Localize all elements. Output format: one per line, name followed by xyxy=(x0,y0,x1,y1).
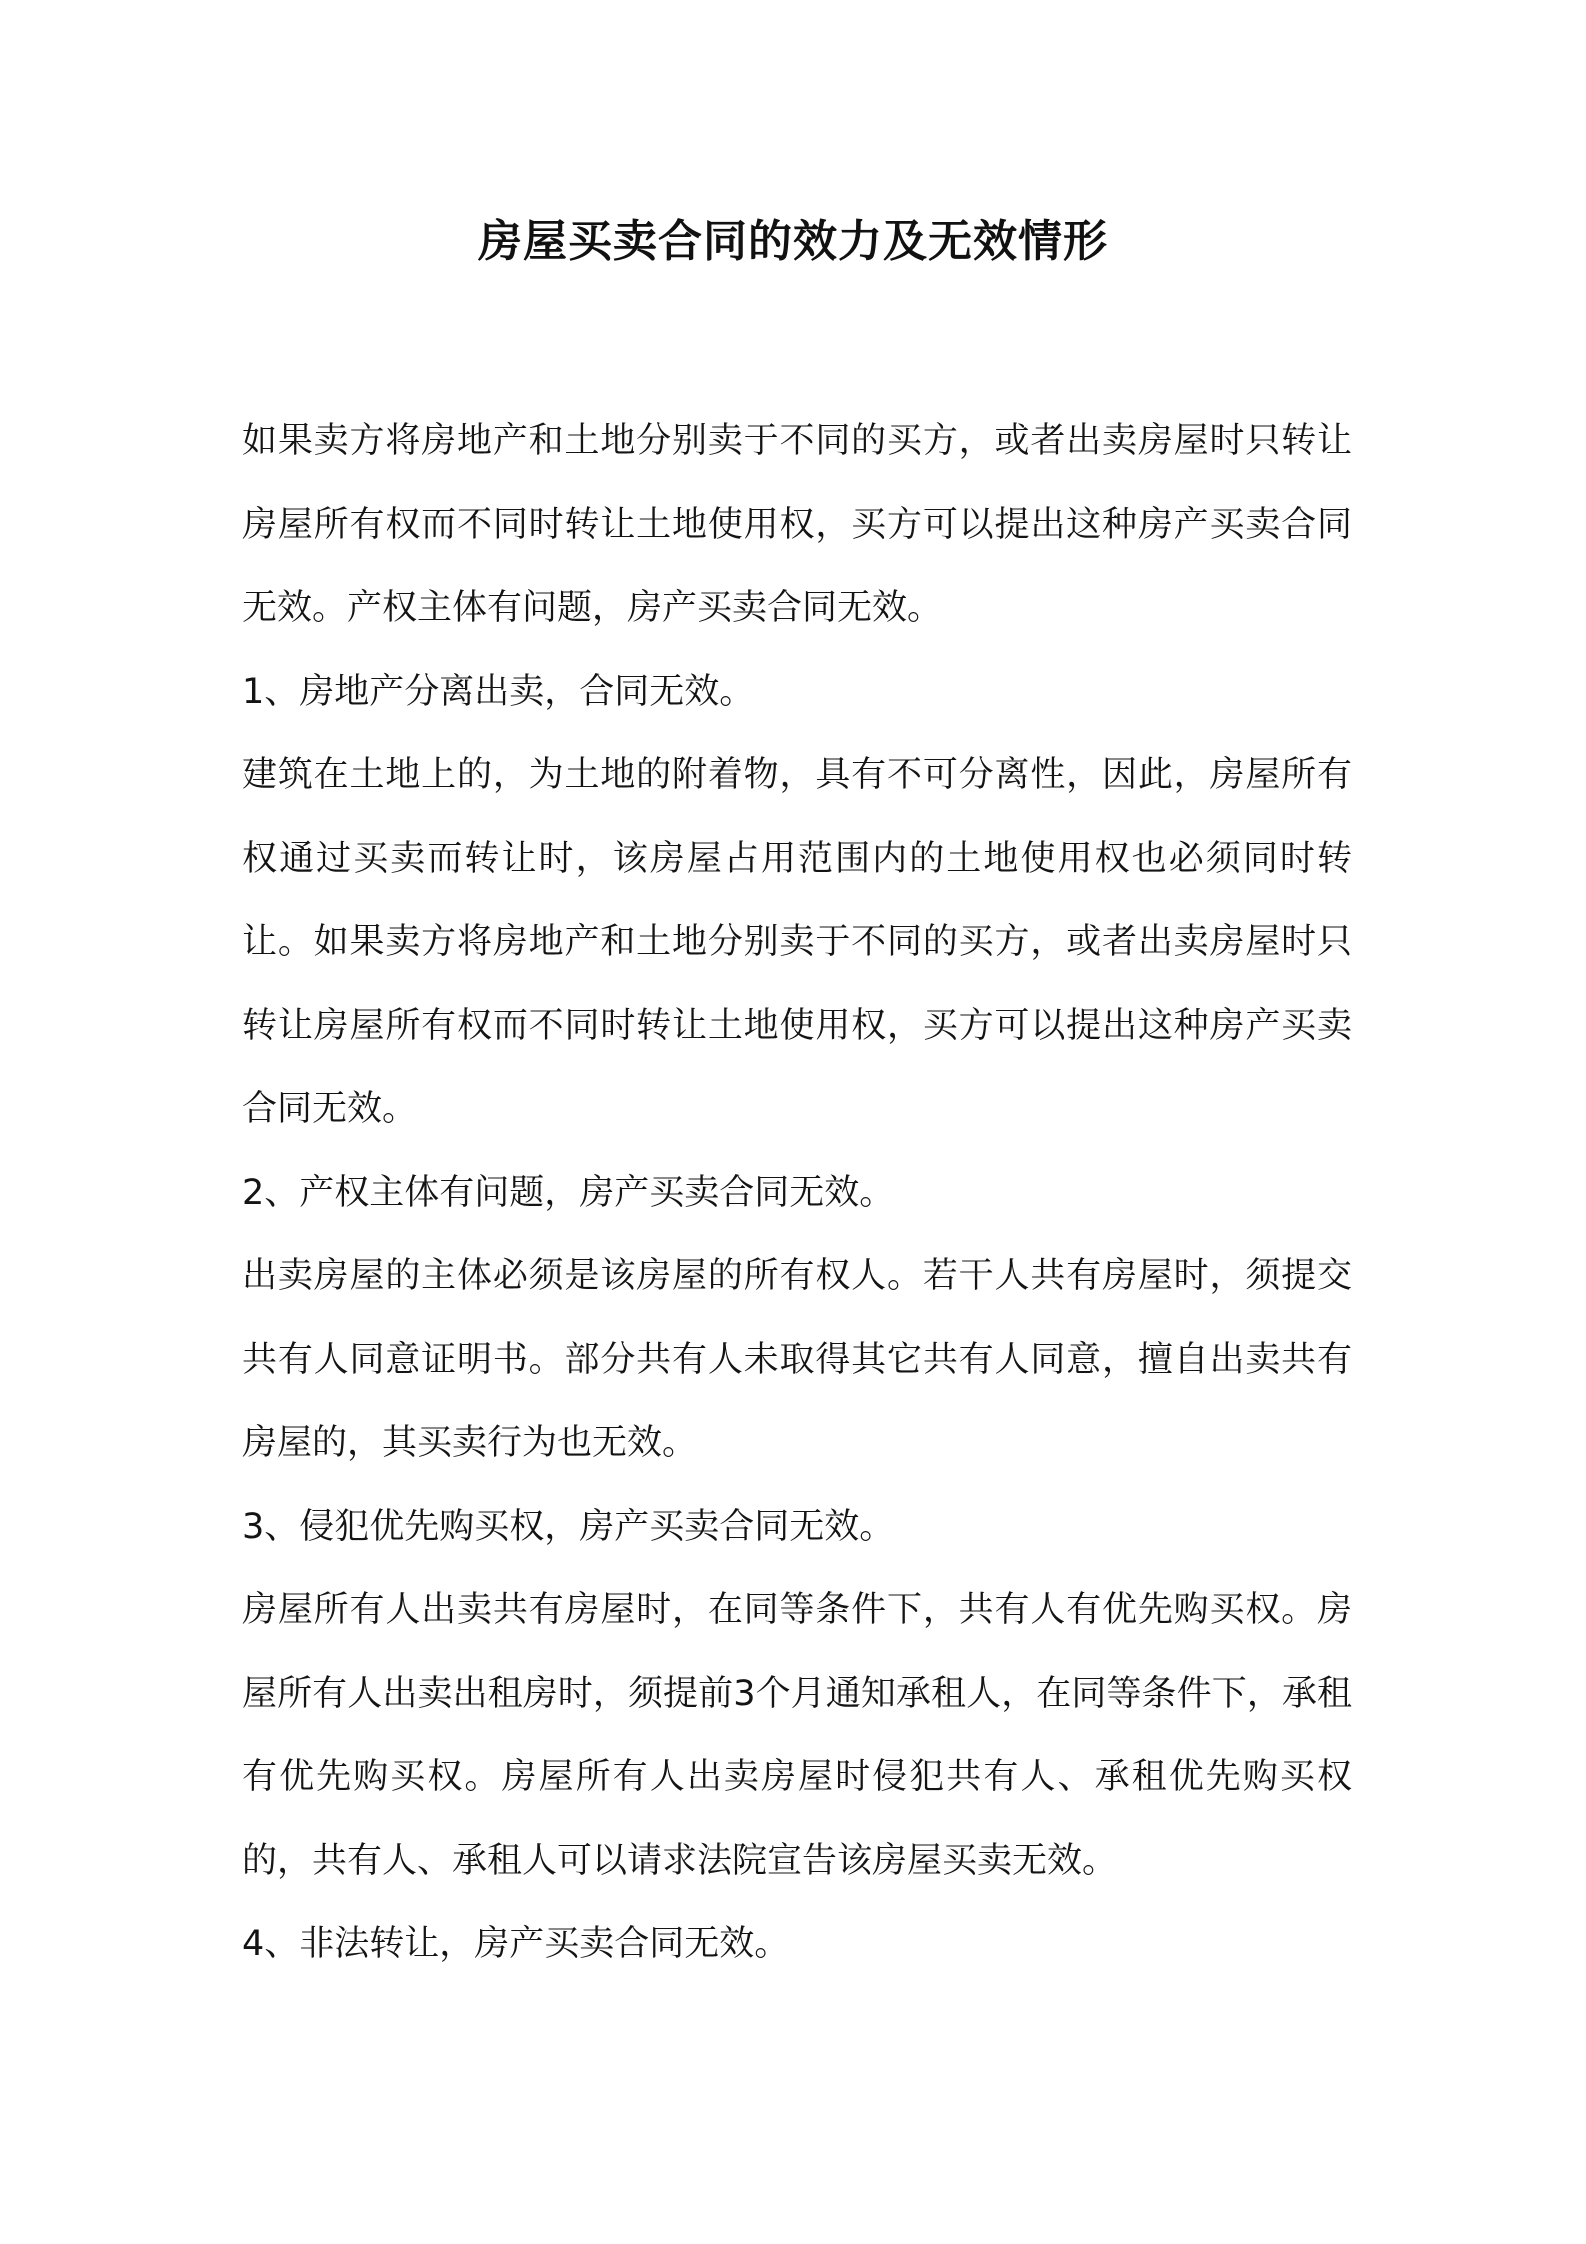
section-heading-2: 2、产权主体有问题，房产买卖合同无效。 xyxy=(242,1172,895,1213)
section-paragraph-2: 出卖房屋的主体必须是该房屋的所有权人。若干人共有房屋时，须提交共有人同意证明书。部分共有人未取得其它共有人同意，擅自出卖共有房屋的，其买卖行为也无效。 xyxy=(242,1256,1352,1463)
document-body xyxy=(242,400,1352,1987)
section-paragraph-1: 建筑在土地上的，为土地的附着物，具有不可分离性，因此，房屋所有权通过买卖而转让时，该房屋占用范围内的土地使用权也必须同时转让。如果卖方将房地产和土地分别卖于不同的买方，或者出卖房屋时只转让房屋所有权而不同时转让土地使用权，买方可以提出这种房产买卖合同无效。 xyxy=(242,755,1352,1129)
section-heading-3: 3、侵犯优先购买权，房产买卖合同无效。 xyxy=(242,1506,895,1547)
document-title: 房屋买卖合同的效力及无效情形 xyxy=(478,216,1108,267)
section-heading-4: 4、非法转让，房产买卖合同无效。 xyxy=(242,1924,790,1964)
section-paragraph-3: 房屋所有人出卖共有房屋时，在同等条件下，共有人有优先购买权。房屋所有人出卖出租房时，须提前3个月通知承租人，在同等条件下，承租有优先购买权。房屋所有人出卖房屋时侵犯共有人、承租优先购买权的，共有人、承租人可以请求法院宣告该房屋买卖无效。 xyxy=(242,1590,1352,1881)
intro-paragraph: 如果卖方将房地产和土地分别卖于不同的买方，或者出卖房屋时只转让房屋所有权而不同时转让土地使用权，买方可以提出这种房产买卖合同无效。产权主体有问题，房产买卖合同无效。 xyxy=(242,421,1352,628)
section-heading-1: 1、房地产分离出卖，合同无效。 xyxy=(242,671,755,712)
